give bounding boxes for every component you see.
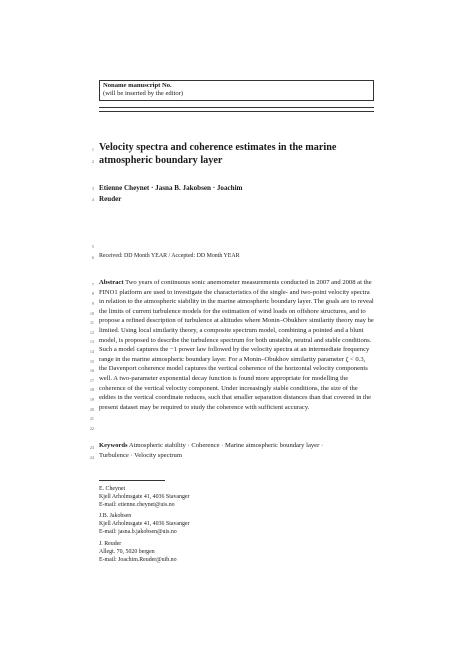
affiliation-reuder	[99, 540, 299, 564]
authors-line-1: Etienne Cheynet · Jasna B. Jakobsen · Joachim	[99, 184, 243, 192]
author-list	[99, 183, 374, 206]
line-number: 15	[89, 359, 94, 364]
affiliation-email: E-mail: Joachim.Reuder@uib.no	[99, 557, 177, 563]
line-number: 7	[91, 282, 94, 287]
affiliation-cheynet	[99, 485, 299, 509]
line-number: 18	[89, 387, 94, 392]
manuscript-number-label: Noname manuscript No.	[103, 82, 172, 89]
affiliation-address: Kjell Arholmsgate 41, 4036 Stavanger	[99, 521, 190, 527]
affiliation-name: E. Cheynet	[99, 486, 126, 492]
keywords-line-1: Atmospheric stability · Coherence · Marine atmospheric boundary layer ·	[128, 442, 324, 449]
top-rule	[99, 107, 374, 108]
authors-line-2: Reuder	[99, 195, 122, 204]
affiliation-jakobsen	[99, 512, 299, 536]
affiliation-address: Kjell Arholmsgate 41, 4036 Stavanger	[99, 494, 190, 500]
line-number: 3	[91, 186, 94, 191]
affiliation-email: E-mail: jasna.b.jakobsen@uis.no	[99, 529, 177, 535]
line-number: 10	[89, 311, 94, 316]
line-number: 20	[89, 407, 94, 412]
line-number: 8	[91, 291, 94, 296]
received-accepted-dates: Received: DD Month YEAR / Accepted: DD Month YEAR	[99, 253, 240, 259]
line-number: 17	[89, 378, 94, 383]
keywords-label: Keywords	[99, 442, 128, 449]
line-number: 24	[89, 455, 94, 460]
line-number: 12	[89, 330, 94, 335]
paper-title: Velocity spectra and coherence estimates in the marine atmospheric boundary layer	[99, 142, 337, 166]
line-number: 19	[89, 397, 94, 402]
line-number: 9	[91, 301, 94, 306]
affiliation-name: J. Reuder	[99, 541, 122, 547]
editor-note: (will be inserted by the editor)	[103, 90, 184, 98]
keywords-section	[99, 441, 374, 460]
affiliation-email: E-mail: etienne.cheynet@uis.no	[99, 502, 175, 508]
line-number: 2	[91, 159, 94, 164]
abstract-label: Abstract	[99, 279, 124, 286]
line-number: 16	[89, 368, 94, 373]
affiliation-name: J.B. Jakobsen	[99, 513, 132, 519]
editor-note-box	[99, 80, 374, 101]
line-number: 21	[89, 416, 94, 421]
line-number: 11	[89, 320, 94, 325]
line-number: 13	[89, 339, 94, 344]
line-number: 23	[89, 445, 94, 450]
line-number: 14	[89, 349, 94, 354]
line-number: 1	[91, 147, 94, 152]
keywords-line-2: Turbulence · Velocity spectrum	[99, 451, 182, 459]
line-number: 4	[91, 197, 94, 202]
footnote-rule	[99, 480, 165, 481]
line-number: 22	[89, 426, 94, 431]
abstract-text: Two years of continuous sonic anemometer measurements conducted in 2007 and 2008 at the FINO1 platform are used to investigate the characteristics of the single- and two-point velocity spectra in relation to the atmospheric stability in the marine atmospheric boundary layer. The goals are to reveal the limits of current turbulence models for the estimation of wind loads on offshore structures, and to propose a refined description of turbulence at altitudes where Monin–Obukhov similarity theory may be limited. Using local similarity theory, a composite spectrum model, combining a pointed and a blunt model, is proposed to describe the turbulence spectrum for both unstable, neutral and stable conditions. Such a model captures the −1 power law followed by the velocity spectra at an intermediate frequency range in the marine atmospheric boundary layer. For a Monin–Obukhov similarity parameter ζ < 0.3, the Davenport coherence model captures the vertical coherence of the horizontal velocity components well. A two-parameter exponential decay function is found more appropriate for modelling the coherence of the vertical velocity component. Under increasingly stable conditions, the size of the eddies in the vertical coordinate reduces, such that smaller separation distances than that covered in the present dataset may be required to study the coherence with sufficient accuracy.	[99, 279, 374, 411]
line-number: 5	[91, 244, 94, 249]
abstract-section	[99, 278, 374, 412]
top-rule-2	[99, 111, 374, 112]
affiliation-address: Allegt. 70, 5020 bergen	[99, 549, 155, 555]
line-number: 6	[91, 255, 94, 260]
